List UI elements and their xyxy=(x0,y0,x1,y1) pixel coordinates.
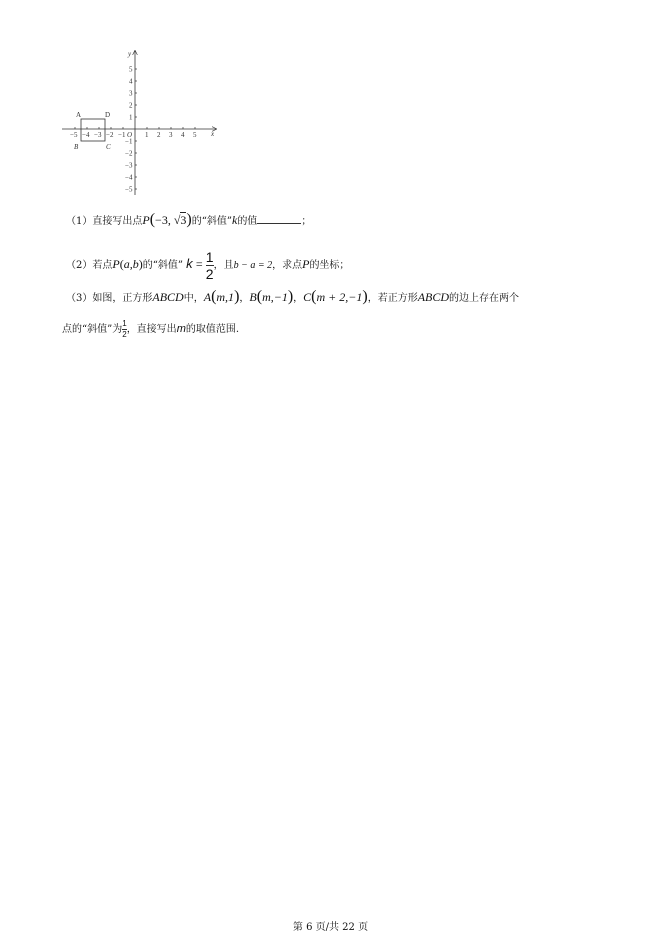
q3-a-coords: m,1 xyxy=(216,290,235,304)
x-tick-label: −1 xyxy=(118,131,126,139)
square-label-b: B xyxy=(74,143,79,151)
y-tick-label: 5 xyxy=(129,65,133,74)
y-tick-label: −5 xyxy=(125,185,133,194)
page-footer: 第 6 页/共 22 页 xyxy=(292,922,369,933)
y-tick-label: −4 xyxy=(125,173,133,182)
x-tick-label: 3 xyxy=(169,131,173,139)
x-tick-label: −5 xyxy=(70,131,78,139)
q3-a-label: A xyxy=(203,290,212,304)
x-tick-label: 2 xyxy=(157,131,161,139)
q3-c-label: C xyxy=(303,290,312,304)
square-label-c: C xyxy=(106,143,111,151)
q2-point2: P xyxy=(302,257,310,271)
question-1: （1）直接写出点P(−3, √3)的“斜值”k的值 ； xyxy=(66,211,312,228)
q1-k: k xyxy=(231,213,238,227)
q2-condition: b − a = 2 xyxy=(233,260,273,271)
q1-sqrt: 3 xyxy=(180,213,187,227)
q3-line2-prefix: 点的“斜值”为 xyxy=(62,324,123,335)
q3-mid2: ，若正方形 xyxy=(367,293,418,304)
x-tick-label: −4 xyxy=(82,131,90,139)
q3-prefix: （3）如图，正方形 xyxy=(66,293,153,304)
y-tick-label: −2 xyxy=(125,149,133,158)
y-tick-label: 1 xyxy=(129,113,133,122)
q2-cond-suffix: ，求点 xyxy=(272,260,303,271)
q3-b-label: B xyxy=(249,290,257,304)
q2-cond-prefix: ，且 xyxy=(213,260,234,271)
q2-middle: 的“斜值” xyxy=(142,260,183,271)
q3-square: ABCD xyxy=(152,290,184,304)
q3-b-coords: m,−1 xyxy=(262,290,288,304)
q1-suffix: 的值 xyxy=(237,216,258,227)
sqrt-symbol: √ xyxy=(173,213,181,227)
question-3: （3）如图，正方形ABCD中，A(m,1)，B(m,−1)，C(m + 2,−1)，若正方形ABCD的边上存在两个 xyxy=(66,288,520,305)
x-tick-label: −2 xyxy=(106,131,114,139)
q3-fraction: $\frac{1}{2}$ xyxy=(122,319,127,339)
square-label-d: D xyxy=(105,111,111,119)
q2-k: k xyxy=(186,256,193,271)
coordinate-plane-figure xyxy=(58,45,226,203)
square-label-a: A xyxy=(76,111,82,119)
q1-coords: −3, xyxy=(155,213,174,227)
q2-end: 的坐标； xyxy=(309,260,350,271)
question-2: （2）若点P(a,b)的“斜值” k = $\frac{1}{2}$ ，且b − a = 2，求点P的坐标； xyxy=(66,249,350,282)
y-tick-label: −1 xyxy=(125,137,133,146)
q3-mid1: 中， xyxy=(183,293,204,304)
q2-eq: = xyxy=(195,257,203,271)
y-tick-label: 2 xyxy=(129,101,133,110)
x-tick-label: 4 xyxy=(181,131,185,139)
question-3-line-2 xyxy=(62,320,239,339)
q1-end: ； xyxy=(301,216,312,227)
q3-c-coords: m + 2,−1 xyxy=(316,290,363,304)
y-tick-label: 4 xyxy=(129,77,133,86)
q1-prefix: （1）直接写出点 xyxy=(66,216,143,227)
x-tick-label: 5 xyxy=(193,131,197,139)
y-tick-label: 3 xyxy=(129,89,133,98)
x-axis-label: x xyxy=(211,130,215,138)
q1-point: P xyxy=(142,213,150,227)
y-tick-label: −3 xyxy=(125,161,133,170)
q2-coords: a,b xyxy=(123,257,139,271)
q2-fraction: $\frac{1}{2}$ xyxy=(205,249,214,282)
q1-answer-blank[interactable] xyxy=(257,214,301,224)
q3-m: m xyxy=(176,323,186,335)
y-axis-label: y xyxy=(128,50,132,58)
x-tick-label: −3 xyxy=(94,131,102,139)
axis-ticks xyxy=(70,66,197,194)
q1-middle: 的“斜值” xyxy=(191,216,232,227)
q3-line2-end: 的取值范围. xyxy=(185,324,240,335)
q3-square2: ABCD xyxy=(417,290,450,304)
x-tick-label: 1 xyxy=(145,131,149,139)
origin-label: O xyxy=(127,131,133,139)
q2-prefix: （2）若点 xyxy=(66,260,113,271)
q3-line2-mid: ，直接写出 xyxy=(126,324,177,335)
q3-mid3: 的边上存在两个 xyxy=(449,293,520,304)
q2-point: P xyxy=(112,257,120,271)
